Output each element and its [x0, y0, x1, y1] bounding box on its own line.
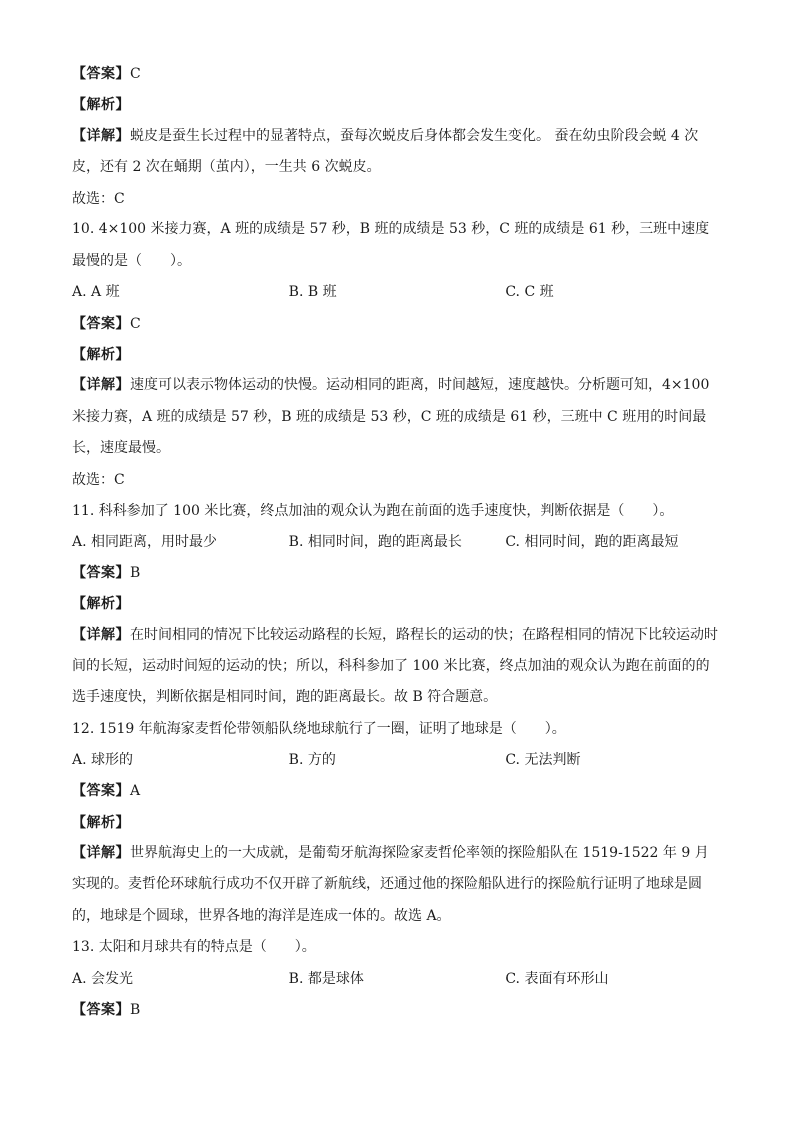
option-a: A. 会发光: [72, 970, 134, 987]
question-text: 13. 太阳和月球共有的特点是（ ）。: [72, 939, 316, 956]
question-text: 10. 4×100 米接力赛，A 班的成绩是 57 秒，B 班的成绩是 53 秒，C 班的成绩是 61 秒，三班中速度最慢的是（ ）。: [72, 221, 710, 269]
question-stem-10: [72, 214, 722, 276]
question-stem-11: [72, 499, 722, 530]
answer-value: B: [130, 565, 141, 582]
analysis-tag: 【解析】: [72, 596, 130, 613]
answer-value: B: [130, 1001, 141, 1018]
detail-paragraph: [72, 838, 722, 932]
detail-paragraph: [72, 121, 722, 183]
options-row-12: [72, 748, 722, 779]
options-row-13: [72, 967, 722, 998]
detail-tag: 【详解】: [72, 127, 130, 144]
option-b: B. 相同时间，跑的距离最长: [288, 533, 462, 550]
question-stem-13: [72, 935, 722, 966]
analysis-row: [72, 93, 722, 124]
option-a: A. 球形的: [72, 752, 134, 769]
analysis-row: [72, 811, 722, 842]
question-text: 11. 科科参加了 100 米比赛，终点加油的观众认为跑在前面的选手速度快，判断依据是（ ）。: [72, 502, 674, 519]
answer-value: C: [130, 66, 141, 82]
answer-value: C: [130, 315, 141, 332]
analysis-tag: 【解析】: [72, 814, 130, 831]
detail-tag: 【详解】: [72, 377, 130, 394]
analysis-row: [72, 343, 722, 374]
answer-row: [72, 312, 722, 343]
option-a: A. A 班: [72, 284, 120, 301]
option-c: C. C 班: [505, 284, 554, 301]
option-a: A. 相同距离，用时最少: [72, 533, 218, 550]
option-c: C. 无法判断: [505, 752, 581, 769]
option-b: B. B 班: [288, 284, 337, 301]
detail-text: 蜕皮是蚕生长过程中的显著特点，蚕每次蜕皮后身体都会发生变化。 蚕在幼虫阶段会蜕 4 次皮，还有 2 次在蛹期（茧内），一生共 6 次蜕皮。: [72, 127, 699, 175]
option-b: B. 方的: [288, 752, 336, 769]
answer-tag: 【答案】: [72, 783, 130, 800]
answer-row: [72, 561, 722, 592]
option-c: C. 相同时间，跑的距离最短: [505, 533, 679, 550]
detail-paragraph: [72, 370, 722, 464]
detail-paragraph: [72, 620, 722, 714]
document-page: [72, 62, 722, 1029]
detail-text: 在时间相同的情况下比较运动路程的长短，路程长的运动的快；在路程相同的情况下比较运动时间的长短，运动时间短的运动的快；所以，科科参加了 100 米比赛，终点加油的观众认为跑在前面的的选手速度快，判断依据是相同时间，跑的距离最长。故 B 符合题意。: [72, 626, 718, 706]
answer-tag: 【答案】: [72, 565, 130, 582]
choice-text: 故选：C: [72, 190, 125, 207]
question-text: 12. 1519 年航海家麦哲伦带领船队绕地球航行了一圈，证明了地球是（ ）。: [72, 721, 566, 738]
answer-row: [72, 779, 722, 810]
detail-tag: 【详解】: [72, 626, 130, 643]
option-c: C. 表面有环形山: [505, 970, 609, 987]
answer-value: A: [130, 783, 141, 800]
answer-row: [72, 62, 722, 93]
options-row-11: [72, 530, 722, 561]
answer-row: [72, 998, 722, 1029]
answer-tag: 【答案】: [72, 66, 130, 82]
choice-row: [72, 468, 722, 499]
question-stem-12: [72, 717, 722, 748]
answer-tag: 【答案】: [72, 1001, 130, 1018]
choice-text: 故选：C: [72, 471, 125, 488]
analysis-tag: 【解析】: [72, 97, 130, 114]
analysis-tag: 【解析】: [72, 346, 130, 363]
detail-text: 速度可以表示物体运动的快慢。运动相同的距离，时间越短，速度越快。分析题可知，4×100 米接力赛，A 班的成绩是 57 秒，B 班的成绩是 53 秒，C 班的成绩是 61 秒，三班中 C 班用的时间最长，速度最慢。: [72, 377, 710, 456]
detail-tag: 【详解】: [72, 845, 130, 862]
options-row-10: [72, 280, 722, 311]
choice-row: [72, 187, 722, 218]
detail-text: 世界航海史上的一大成就，是葡萄牙航海探险家麦哲伦率领的探险船队在 1519-1522 年 9 月实现的。麦哲伦环球航行成功不仅开辟了新航线，还通过他的探险船队进行的探险航行证明了地球是圆的，地球是个圆球，世界各地的海洋是连成一体的。故选 A。: [72, 845, 709, 924]
option-b: B. 都是球体: [288, 970, 364, 987]
analysis-row: [72, 592, 722, 623]
answer-tag: 【答案】: [72, 315, 130, 332]
